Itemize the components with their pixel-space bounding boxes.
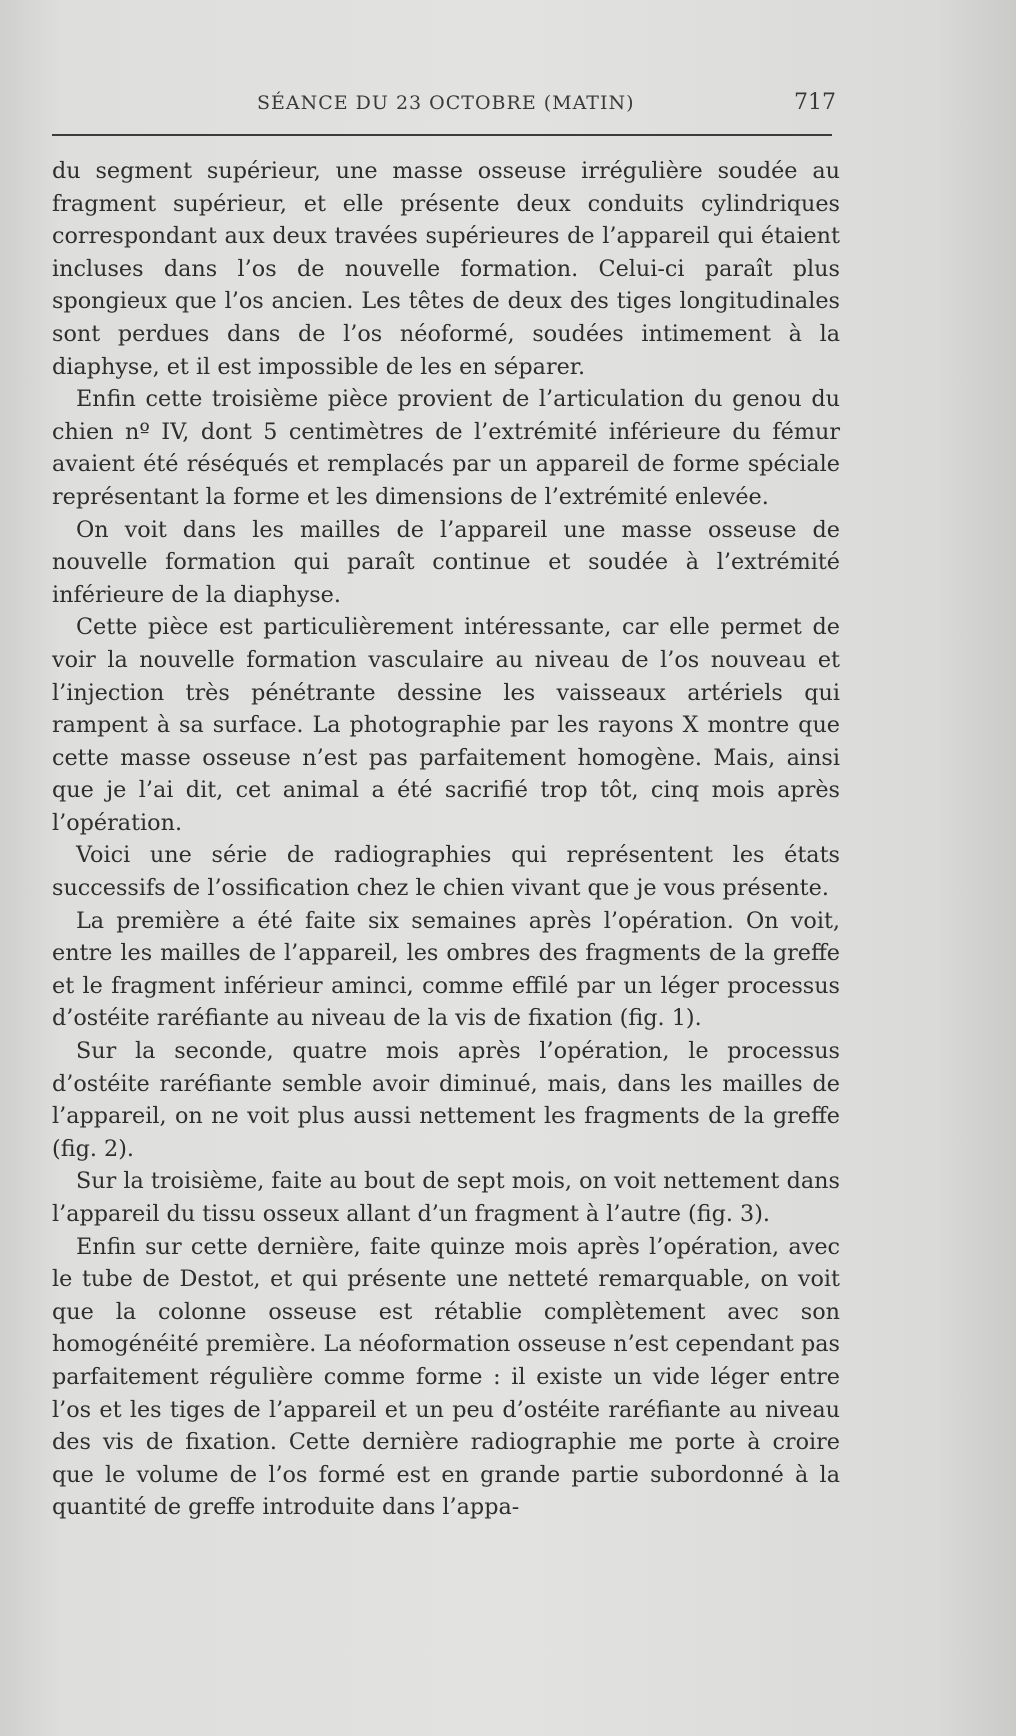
paragraph: On voit dans les mailles de l’appareil une masse osseuse de nouvelle formation qui paraît continue et soudée à l’extrémité inférieure de la diaphyse. — [52, 516, 840, 608]
header-rule — [52, 134, 832, 136]
paragraph: Enfin sur cette dernière, faite quinze mois après l’opération, avec le tube de Destot, et qui présente une netteté remarquable, on voit que la colonne osseuse est rétablie complètement avec son homogénéité première. La néoformation osseuse n’est cependant pas parfaitement régulière comme forme : il existe un vide léger entre l’os et les tiges de l’appareil et un peu d’ostéite raréfiante au niveau des vis de fixation. Cette dernière radiographie me porte à croire que le volume de l’os formé est en grande partie subordonné à la quantité de greffe introduite dans l’appa- — [52, 1233, 840, 1521]
paragraph: Sur la troisième, faite au bout de sept mois, on voit nettement dans l’appareil du tissu osseux allant d’un fragment à l’autre (fig. 3). — [52, 1168, 840, 1227]
body-text — [52, 155, 840, 1524]
paragraph: Enfin cette troisième pièce provient de l’articulation du genou du chien nº IV, dont 5 centimètres de l’extrémité inférieure du fémur avaient été réséqués et remplacés par un appareil de forme spéciale représentant la forme et les dimensions de l’extrémité enlevée. — [52, 386, 840, 510]
page-header — [52, 90, 836, 124]
paragraph: Sur la seconde, quatre mois après l’opération, le processus d’ostéite raréfiante semble avoir diminué, mais, dans les mailles de l’appareil, on ne voit plus aussi nettement les fragments de la greffe (fig. 2). — [52, 1038, 840, 1162]
paragraph: du segment supérieur, une masse osseuse irrégulière soudée au fragment supérieur, et elle présente deux conduits cylindriques correspondant aux deux travées supérieures de l’appareil qui étaient incluses dans l’os de nouvelle formation. Celui-ci paraît plus spongieux que l’os ancien. Les têtes de deux des tiges longitudinales sont perdues dans de l’os néoformé, soudées intimement à la diaphyse, et il est impossible de les en séparer. — [52, 158, 840, 380]
paragraph: La première a été faite six semaines après l’opération. On voit, entre les mailles de l’appareil, les ombres des fragments de la greffe et le fragment inférieur aminci, comme effilé par un léger processus d’ostéite raréfiante au niveau de la vis de fixation (fig. 1). — [52, 907, 840, 1032]
paragraph: Voici une série de radiographies qui représentent les états successifs de l’ossification chez le chien vivant que je vous présente. — [52, 842, 840, 902]
running-head: SÉANCE DU 23 OCTOBRE (MATIN) — [257, 92, 635, 114]
page-number: 717 — [794, 90, 836, 115]
paragraph: Cette pièce est particulièrement intéressante, car elle permet de voir la nouvelle formation vasculaire au niveau de l’os nouveau et l’injection très pénétrante dessine les vaisseaux artériels qui rampent à sa surface. La photographie par les rayons X montre que cette masse osseuse n’est pas parfaitement homogène. Mais, ainsi que je l’ai dit, cet animal a été sacrifié trop tôt, cinq mois après l’opération. — [52, 614, 840, 836]
